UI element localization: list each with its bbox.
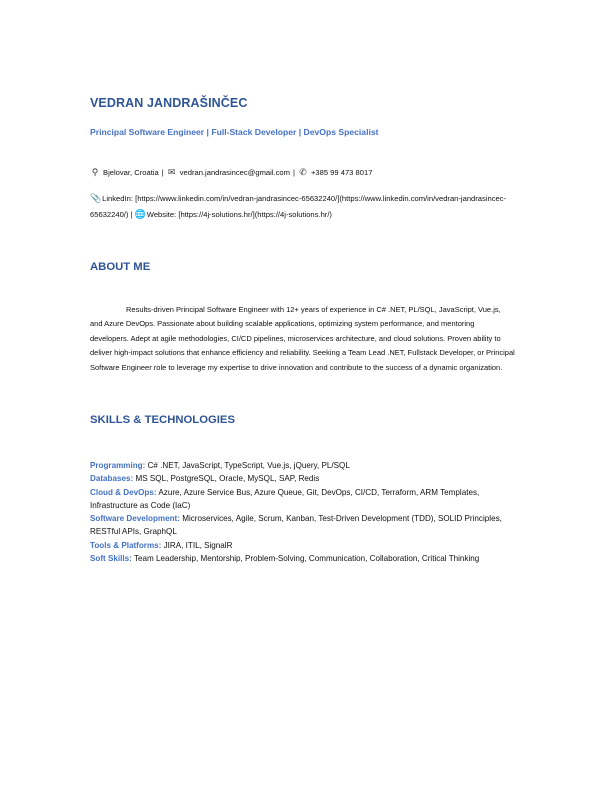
skill-item-programming (90, 459, 520, 472)
separator: | (161, 168, 164, 177)
candidate-name: VEDRAN JANDRAŠINČEC (90, 96, 248, 110)
envelope-icon: ✉ (167, 167, 176, 177)
website-label: Website: (146, 209, 177, 219)
skill-label: Soft Skills: (90, 554, 132, 564)
location: Bjelovar, Croatia (103, 168, 159, 177)
skill-value: MS SQL, PostgreSQL, Oracle, MySQL, SAP, Redis (135, 474, 320, 484)
skill-value: Team Leadership, Mentorship, Problem-Solving, Communication, Collaboration, Critical Thinking (133, 554, 480, 564)
globe-icon: 🌐 (134, 208, 146, 219)
location-pin-icon: ⚲ (91, 167, 99, 177)
skill-label: Programming: (90, 461, 146, 470)
skill-label: Software Development: (90, 514, 180, 524)
email-link[interactable]: vedran.jandrasincec@gmail.com (179, 168, 290, 177)
candidate-subtitle: Principal Software Engineer | Full-Stack Developer | DevOps Specialist (90, 127, 379, 137)
skill-item-cloud-devops (90, 486, 520, 513)
skill-value: C# .NET, JavaScript, TypeScript, Vue.js, jQuery, PL/SQL (147, 461, 350, 470)
contact-line (90, 167, 372, 178)
skill-item-databases (90, 472, 520, 485)
phone: +385 99 473 8017 (310, 168, 373, 177)
links-block (90, 191, 510, 222)
linkedin-label: LinkedIn: (102, 194, 133, 203)
skill-label: Databases: (90, 474, 134, 484)
skills-list (90, 459, 520, 565)
skill-label: Cloud & DevOps: (90, 487, 157, 497)
skill-value: Azure, Azure Service Bus, Azure Queue, Git, DevOps, CI/CD, Terraform, ARM Templates, Infrastructure as Code (IaC) (90, 487, 480, 510)
skill-item-software-development (90, 512, 520, 539)
skill-value: JIRA, ITIL, SignalR (163, 540, 233, 550)
separator: | (130, 209, 133, 219)
phone-icon: ✆ (299, 167, 307, 177)
skill-label: Tools & Platforms: (90, 540, 162, 550)
skill-item-tools-platforms (90, 539, 520, 552)
paperclip-icon: 📎 (90, 193, 102, 203)
linkedin-link[interactable]: [https://www.linkedin.com/in/vedran-jandrasincec-65632240/](https://www.linkedin.com/in/vedran-jandrasincec-65632240/) (90, 194, 507, 219)
about-heading: ABOUT ME (90, 261, 151, 273)
website-link[interactable]: [https://4j-solutions.hr/](https://4j-solutions.hr/) (178, 209, 332, 219)
about-text: Results-driven Principal Software Engineer with 12+ years of experience in C# .NET, PL/SQL, JavaScript, Vue.js, and Azure DevOps. Passionate about building scalable applications, optimizing system performance, and mentoring developers. Adept at agile methodologies, CI/CD pipelines, microservices architecture, and cloud solutions. Proven ability to deliver high-impact solutions that enhance efficiency and reliability. Seeking a Team Lead .NET, Fullstack Developer, or Principal Software Engineer role to leverage my expertise to drive innovation and contribute to the success of a dynamic organization. (90, 305, 515, 372)
skill-value: Microservices, Agile, Scrum, Kanban, Test-Driven Development (TDD), SOLID Principles, RESTful APIs, GraphQL (90, 514, 502, 537)
skill-item-soft-skills (90, 552, 520, 565)
separator: | (292, 168, 295, 177)
skills-heading: SKILLS & TECHNOLOGIES (90, 414, 235, 426)
